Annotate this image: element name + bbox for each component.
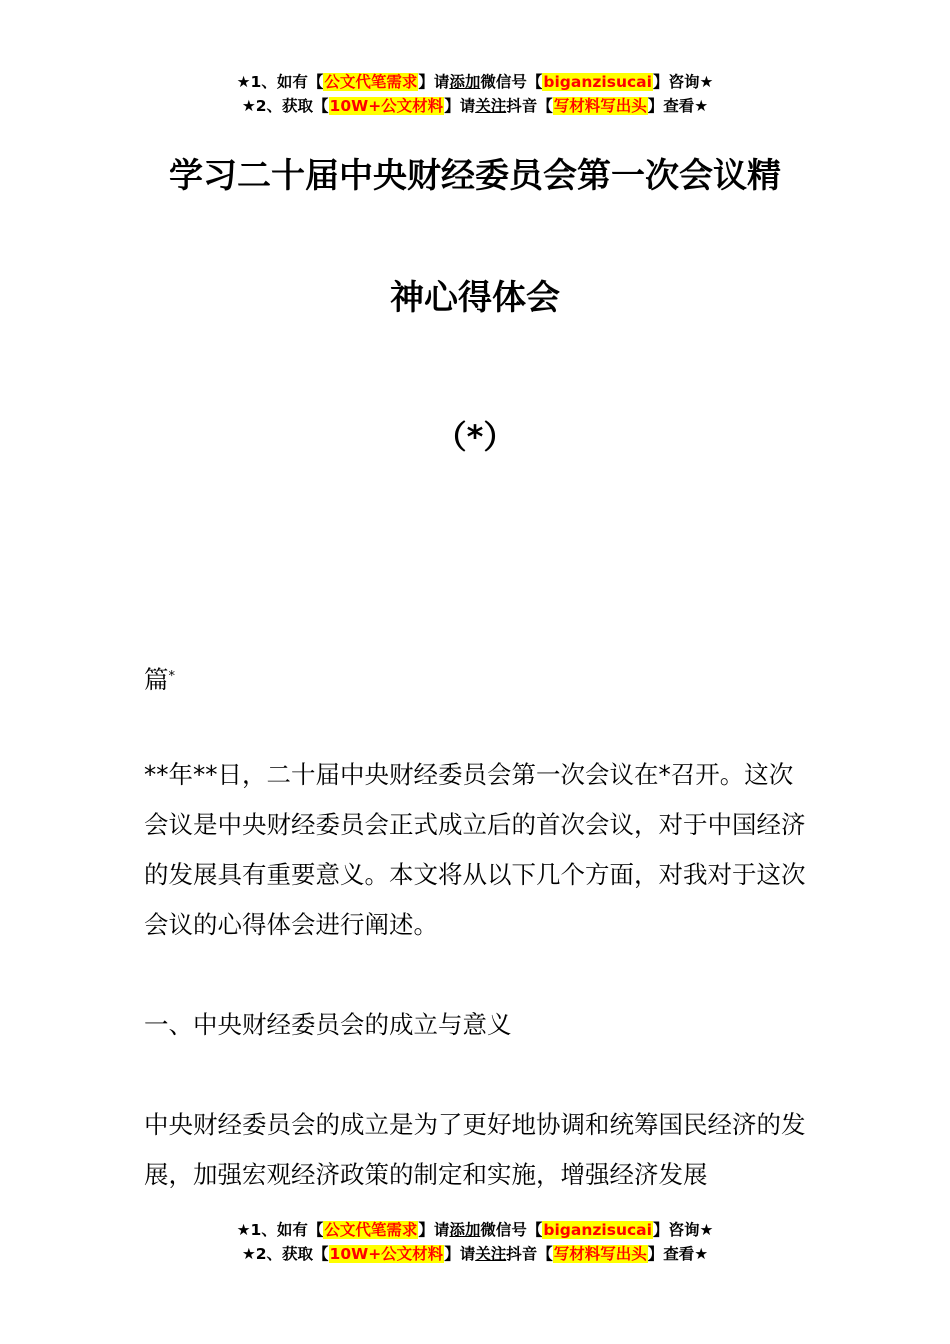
promo-line-2: ★2、获取【10W+公文材料】请关注抖音【写材料写出头】查看★ (241, 97, 709, 115)
promo-highlight: biganzisucai (543, 1221, 652, 1239)
promo-line-1: ★1、如有【公文代笔需求】请添加微信号【biganzisucai】咨询★ (236, 73, 714, 91)
document-title-line-2: 神心得体会 (390, 278, 560, 318)
promo-highlight: 公文代笔需求 (324, 73, 418, 91)
promo-highlight: 写材料写出头 (553, 1245, 647, 1263)
promo-highlight: 10W+公文材料 (329, 1245, 444, 1263)
header-promo-banner (0, 70, 950, 118)
promo-highlight: 10W+公文材料 (329, 97, 444, 115)
section-label: 篇* (144, 665, 175, 694)
footer-promo-banner (0, 1218, 950, 1266)
document-title-line-1: 学习二十届中央财经委员会第一次会议精 (169, 156, 781, 196)
section-heading: 一、中央财经委员会的成立与意义 (144, 1010, 512, 1039)
promo-highlight: 写材料写出头 (553, 97, 647, 115)
promo-line-1: ★1、如有【公文代笔需求】请添加微信号【biganzisucai】咨询★ (236, 1221, 714, 1239)
document-title-mark: （*） (434, 418, 516, 456)
paragraph-body: 中央财经委员会的成立是为了更好地协调和统筹国民经济的发展，加强宏观经济政策的制定和实施，增强经济发展 (144, 1110, 806, 1189)
promo-line-2: ★2、获取【10W+公文材料】请关注抖音【写材料写出头】查看★ (241, 1245, 709, 1263)
promo-highlight: 公文代笔需求 (324, 1221, 418, 1239)
paragraph-intro: **年**日，二十届中央财经委员会第一次会议在*召开。这次会议是中央财经委员会正式成立后的首次会议，对于中国经济的发展具有重要意义。本文将从以下几个方面，对我对于这次会议的心得体会进行阐述。 (144, 760, 806, 939)
promo-highlight: biganzisucai (543, 73, 652, 91)
